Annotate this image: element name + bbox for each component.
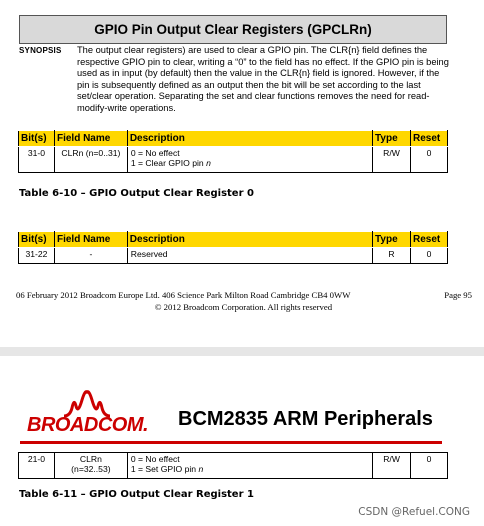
header-type: Type — [373, 232, 411, 248]
field-line-2: (n=32..53) — [71, 464, 111, 474]
cell-description — [127, 453, 372, 479]
desc-line-2 — [131, 464, 369, 474]
cell-reset: 0 — [410, 147, 447, 173]
header-field-name: Field Name — [54, 131, 127, 147]
cell-bits: 21-0 — [19, 453, 55, 479]
desc-line-1: 0 = No effect — [130, 454, 180, 464]
header-reset: Reset — [410, 131, 447, 147]
header-description: Description — [127, 131, 372, 147]
footer-copyright: © 2012 Broadcom Corporation. All rights reserved — [154, 302, 333, 312]
cell-reset: 0 — [410, 248, 447, 264]
desc-line-2-text: 1 = Set GPIO pin — [130, 464, 199, 474]
desc-line-2-var: n — [206, 158, 211, 168]
cell-description — [127, 147, 372, 173]
field-line-1: CLRn — [79, 454, 102, 464]
register-title: GPIO Pin Output Clear Registers (GPCLRn) — [19, 15, 447, 44]
header-reset: Reset — [410, 232, 447, 248]
header-rule — [20, 441, 442, 444]
table-row — [19, 147, 448, 173]
page-number: Page 95 — [444, 290, 472, 300]
table-row — [19, 248, 448, 264]
document-header-title: BCM2835 ARM Peripherals — [178, 408, 433, 430]
header-bits: Bit(s) — [19, 131, 55, 147]
broadcom-logo: BROADCOM. — [27, 414, 149, 436]
synopsis-text: The output clear registers) are used to clear a GPIO pin. The CLR{n} field defines the respective GPIO pin to clear, writing a “0” to the field has no effect. If the GPIO pin is being used as in input (by default) then the value in the CLR{n} field is ignored. However, if the pin is subsequently defined as an output then the bit will be set according to the last set/clear operation. Separating the set and clear functions removes the need for read-modify-write operations. — [77, 45, 449, 113]
desc-line-2-var: n — [198, 464, 204, 474]
cell-type: R/W — [373, 453, 411, 479]
table-caption-0: Table 6-10 – GPIO Output Clear Register 0 — [19, 188, 254, 199]
register-table-0b — [18, 231, 448, 264]
cell-bits: 31-0 — [19, 147, 55, 173]
table-header-row — [19, 131, 448, 147]
cell-type: R — [373, 248, 411, 264]
header-bits: Bit(s) — [19, 232, 55, 248]
cell-field — [54, 453, 127, 479]
header-type: Type — [373, 131, 411, 147]
table-header-row — [19, 232, 448, 248]
register-table-0 — [18, 130, 448, 173]
table-row — [19, 453, 448, 479]
header-field-name: Field Name — [54, 232, 127, 248]
desc-line-2 — [131, 158, 369, 168]
cell-bits: 31-22 — [19, 248, 55, 264]
register-table-1 — [18, 452, 448, 479]
desc-line-1: 0 = No effect — [130, 148, 180, 158]
cell-description: Reserved — [127, 248, 372, 264]
desc-line-2-text: 1 = Clear GPIO pin — [130, 158, 207, 168]
cell-field: - — [54, 248, 127, 264]
cell-field: CLRn (n=0..31) — [54, 147, 127, 173]
footer-address: 06 February 2012 Broadcom Europe Ltd. 406 Science Park Milton Road Cambridge CB4 0WW — [16, 290, 351, 300]
page-divider — [0, 347, 484, 356]
cell-type: R/W — [373, 147, 411, 173]
cell-reset: 0 — [411, 453, 448, 479]
header-description: Description — [127, 232, 372, 248]
synopsis-label: SYNOPSIS — [19, 46, 62, 55]
csdn-watermark: CSDN @Refuel.CONG — [358, 506, 470, 518]
table-caption-1: Table 6-11 – GPIO Output Clear Register 1 — [19, 489, 254, 500]
